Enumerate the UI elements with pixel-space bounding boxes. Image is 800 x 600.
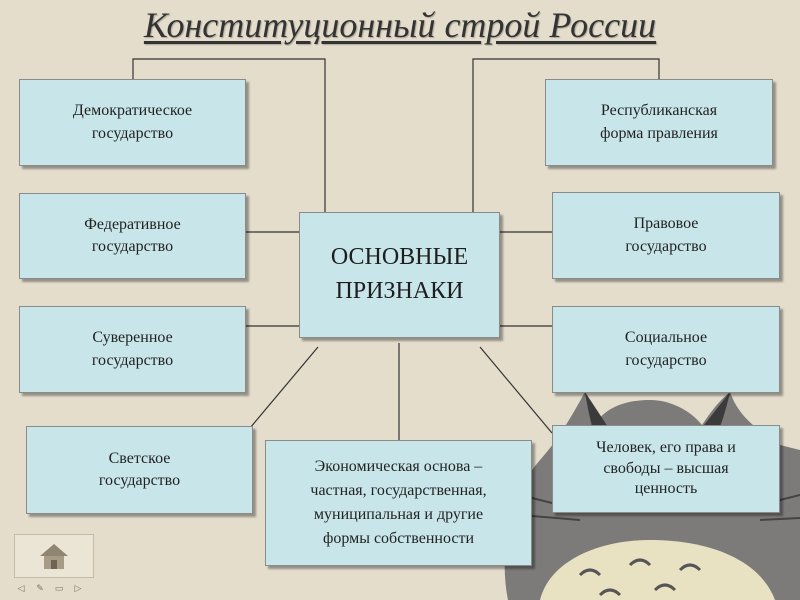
home-icon — [37, 541, 71, 571]
first-slide-icon[interactable]: ◁ — [17, 584, 25, 594]
box-text-line: Демократическое — [72, 102, 193, 120]
home-button[interactable] — [14, 534, 94, 578]
box-text-line: государство — [91, 238, 174, 255]
secular-state-box — [26, 426, 253, 514]
republican-form-box — [545, 79, 773, 166]
social-state-box — [552, 306, 780, 393]
box-text-line: Социальное — [624, 329, 708, 347]
box-text-line: государство — [625, 351, 707, 369]
legal-state-box — [552, 192, 780, 279]
center-line-1: ОСНОВНЫЕ — [330, 244, 469, 271]
pen-icon[interactable]: ✎ — [36, 584, 44, 594]
box-text-line: Экономическая основа – — [314, 458, 483, 475]
box-text-line: Федеративное — [84, 215, 181, 233]
federative-state-box — [19, 193, 246, 279]
slide-title: Конституционный строй России — [143, 5, 657, 45]
box-text-line: государство — [91, 351, 174, 369]
box-text-line: государство — [98, 472, 181, 489]
box-text-line: свободы – высшая — [603, 459, 729, 477]
box-text-line: государство — [91, 124, 174, 142]
economic-basis-box — [265, 440, 532, 566]
box-text-line: частная, государственная, — [310, 482, 487, 499]
human-rights-box — [552, 425, 780, 513]
menu-icon[interactable]: ▭ — [54, 584, 64, 594]
democratic-state-box — [19, 79, 246, 166]
central-concept-box — [299, 212, 500, 338]
box-text-line: муниципальная и другие — [313, 506, 484, 523]
sovereign-state-box — [19, 306, 246, 393]
box-text-line: государство — [625, 237, 707, 255]
box-text-line: ценность — [634, 480, 698, 498]
center-line-2: ПРИЗНАКИ — [335, 278, 464, 304]
box-text-line: Суверенное — [92, 329, 173, 347]
end-show-icon[interactable]: ▷ — [74, 584, 82, 594]
box-text-line: Республиканская — [600, 102, 718, 120]
box-text-line: форма правления — [600, 124, 718, 142]
box-text-line: Человек, его права и — [596, 438, 736, 456]
box-text-line: Правовое — [633, 215, 699, 233]
box-text-line: формы собственности — [322, 530, 475, 547]
slideshow-nav-bar — [14, 583, 85, 595]
box-text-line: Светское — [108, 449, 171, 467]
